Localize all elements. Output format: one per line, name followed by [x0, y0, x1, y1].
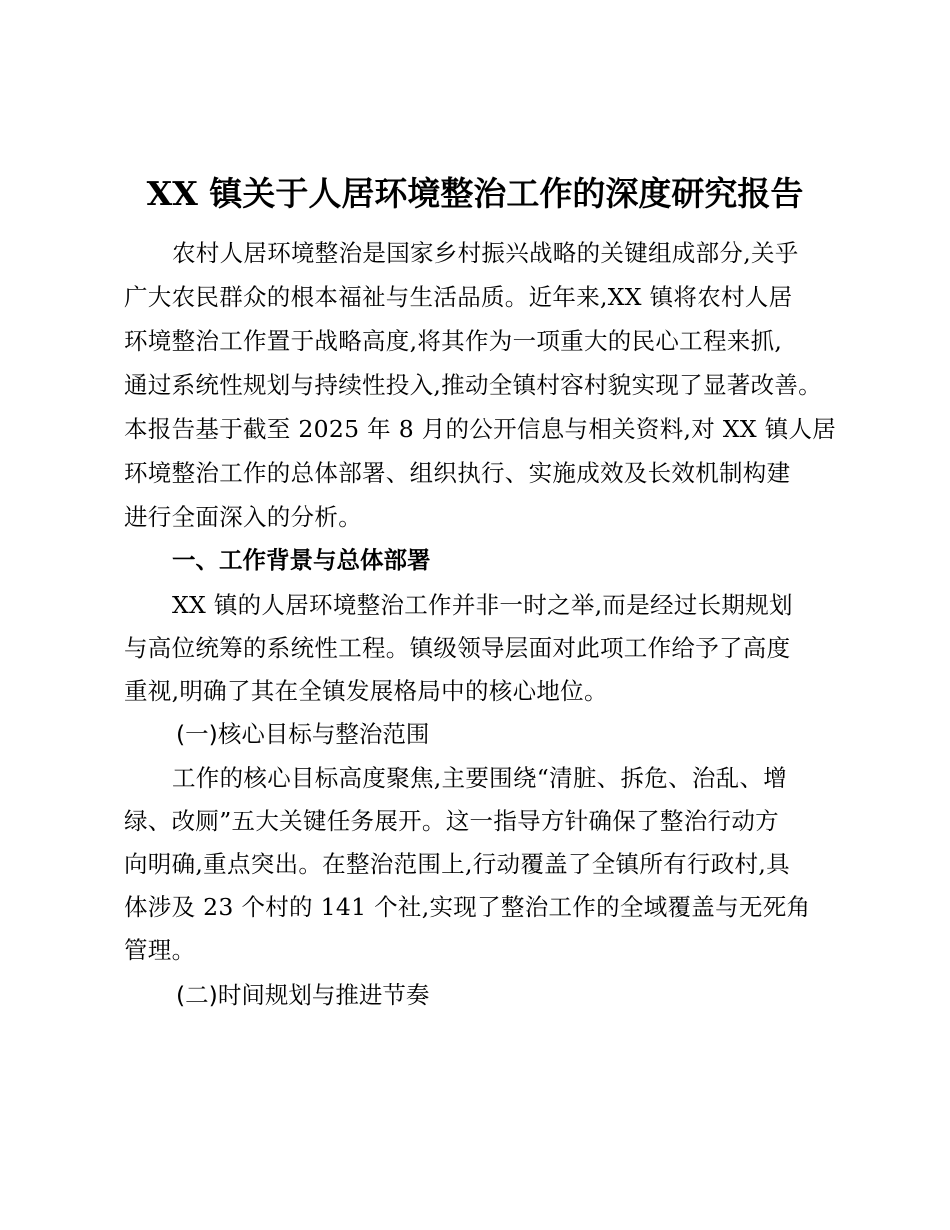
- subheading-timeline: (二)时间规划与推进节奏: [176, 981, 430, 1009]
- section1-line-3: 重视,明确了其在全镇发展格局中的核心地位。: [124, 677, 608, 705]
- sub1-line-4: 体涉及 23 个村的 141 个社,实现了整治工作的全域覆盖与无死角: [124, 893, 811, 921]
- sub1-line-1: 工作的核心目标高度聚焦,主要围绕“清脏、拆危、治乱、增: [172, 764, 788, 792]
- intro-line-4: 通过系统性规划与持续性投入,推动全镇村容村貌实现了显著改善。: [124, 371, 822, 399]
- intro-line-3: 环境整治工作置于战略高度,将其作为一项重大的民心工程来抓,: [124, 327, 783, 355]
- sub1-line-2: 绿、改厕”五大关键任务展开。这一指导方针确保了整治行动方: [124, 807, 779, 835]
- subheading-core-goals: (一)核心目标与整治范围: [176, 720, 430, 748]
- intro-line-2: 广大农民群众的根本福祉与生活品质。近年来,XX 镇将农村人居: [124, 283, 793, 311]
- sub1-line-5: 管理。: [124, 936, 196, 964]
- intro-line-5: 本报告基于截至 2025 年 8 月的公开信息与相关资料,对 XX 镇人居: [124, 415, 837, 443]
- intro-line-7: 进行全面深入的分析。: [124, 503, 362, 531]
- sub1-line-3: 向明确,重点突出。在整治范围上,行动覆盖了全镇所有行政村,具: [124, 850, 790, 878]
- document-title: XX 镇关于人居环境整治工作的深度研究报告: [146, 174, 804, 213]
- section1-line-1: XX 镇的人居环境整治工作并非一时之举,而是经过长期规划: [172, 591, 793, 619]
- section-heading-background: 一、工作背景与总体部署: [172, 546, 431, 574]
- section1-line-2: 与高位统筹的系统性工程。镇级领导层面对此项工作给予了高度: [124, 634, 791, 662]
- intro-line-6: 环境整治工作的总体部署、组织执行、实施成效及长效机制构建: [124, 459, 791, 487]
- intro-line-1: 农村人居环境整治是国家乡村振兴战略的关键组成部分,关乎: [172, 239, 799, 267]
